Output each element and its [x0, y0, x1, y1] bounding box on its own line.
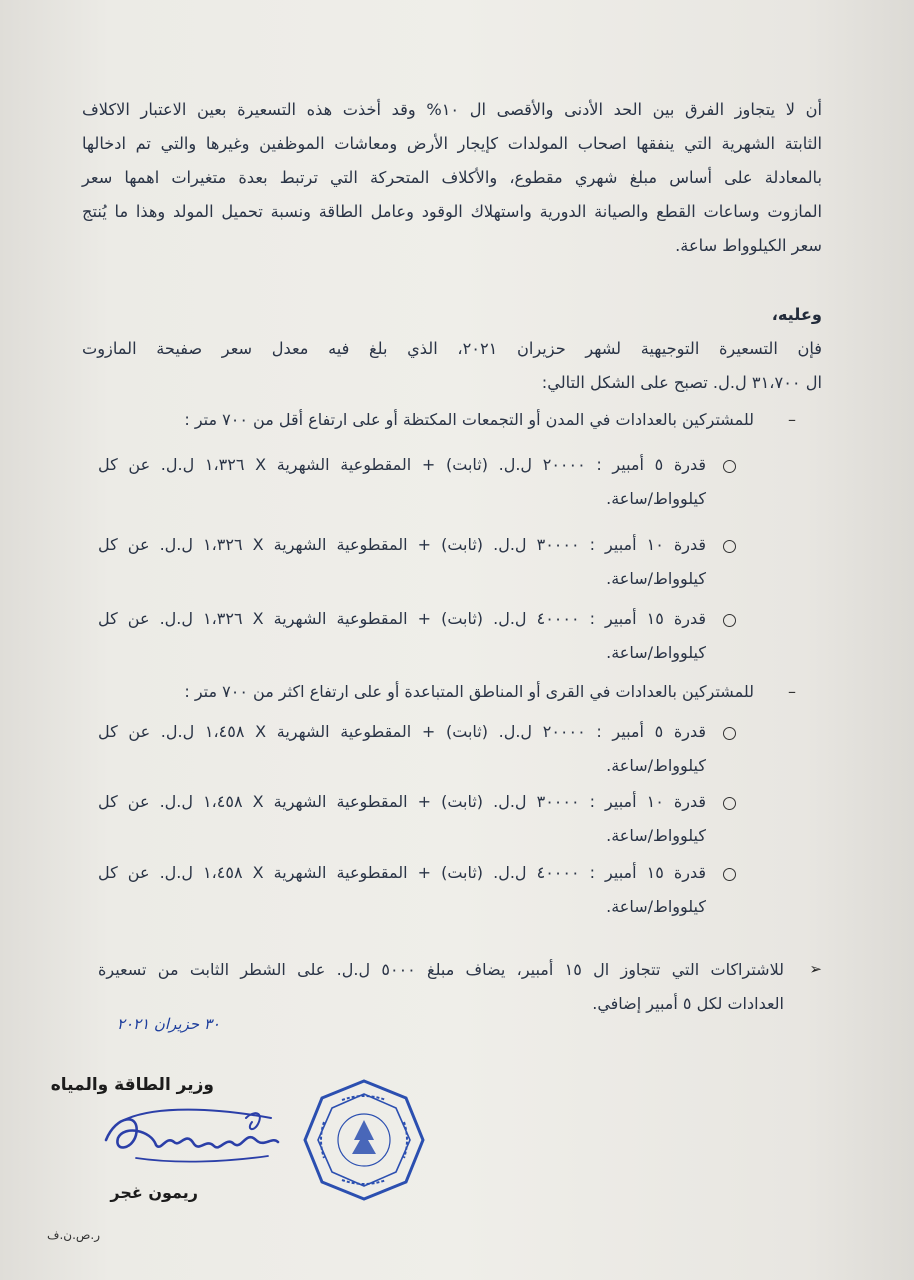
paragraph-1-line-1: أن لا يتجاوز الفرق بين الحد الأدنى والأقصى ال ١٠% وقد أخذت هذه التسعيرة بعين الاعتبار الاكلاف [82, 100, 822, 119]
paragraph-1-line-2: الثابتة الشهرية التي ينفقها اصحاب المولدات كإيجار الأرض ومعاشات الموظفين وغيرها والتي تم ادخالها [82, 134, 822, 153]
group-1-title: للمشتركين بالعدادات في المدن أو التجمعات المكتظة أو على ارتفاع أقل من ٧٠٠ متر : [184, 410, 754, 429]
bullet-circle-icon [723, 460, 736, 473]
section-heading: وعليه، [771, 305, 822, 324]
footer-reference: ر.ص.ن.ف [47, 1228, 100, 1242]
note-line-1: للاشتراكات التي تتجاوز ال ١٥ أمبير، يضاف مبلغ ٥٠٠٠ ل.ل. على الشطر الثابت من تسعيرة [98, 960, 784, 979]
bullet-circle-icon [723, 614, 736, 627]
group-2-item-2-cont: كيلوواط/ساعة. [606, 826, 706, 845]
note-line-2: العدادات لكل ٥ أمبير إضافي. [592, 994, 784, 1013]
paragraph-2-line-1: فإن التسعيرة التوجيهية لشهر حزيران ٢٠٢١، الذي بلغ فيه معدل سعر صفيحة المازوت [82, 339, 822, 358]
group-1-item-3-cont: كيلوواط/ساعة. [606, 643, 706, 662]
bullet-circle-icon [723, 797, 736, 810]
group-1-dash: – [788, 410, 796, 429]
group-2-item-2-line: قدرة ١٠ أمبير : ٣٠٠٠٠ ل.ل. (ثابت) + المقطوعية الشهرية X ١،٤٥٨ ل.ل. عن كل [98, 792, 707, 811]
paragraph-1-line-3: بالمعادلة على أساس مبلغ شهري مقطوع، والأكلاف المتحركة التي ترتبط بعدة متغيرات اهمها سعر [82, 168, 822, 187]
paragraph-1-line-5: سعر الكيلوواط ساعة. [675, 236, 822, 255]
ministry-stamp [302, 1078, 426, 1202]
bullet-circle-icon [723, 868, 736, 881]
arrow-bullet-icon: ➢ [809, 960, 822, 978]
group-2-item-3-line: قدرة ١٥ أمبير : ٤٠٠٠٠ ل.ل. (ثابت) + المقطوعية الشهرية X ١،٤٥٨ ل.ل. عن كل [98, 863, 707, 882]
group-2-title: للمشتركين بالعدادات في القرى أو المناطق المتباعدة أو على ارتفاع اكثر من ٧٠٠ متر : [184, 682, 754, 701]
group-1-item-2-line: قدرة ١٠ أمبير : ٣٠٠٠٠ ل.ل. (ثابت) + المقطوعية الشهرية X ١،٣٢٦ ل.ل. عن كل [98, 535, 707, 554]
group-1-item-3-line: قدرة ١٥ أمبير : ٤٠٠٠٠ ل.ل. (ثابت) + المقطوعية الشهرية X ١،٣٢٦ ل.ل. عن كل [98, 609, 707, 628]
group-2-item-1-cont: كيلوواط/ساعة. [606, 756, 706, 775]
handwritten-date: ٣٠ حزيران ٢٠٢١ [116, 1015, 220, 1033]
group-1-item-1-cont: كيلوواط/ساعة. [606, 489, 706, 508]
paragraph-2-line-2: ال ٣١،٧٠٠ ل.ل. تصبح على الشكل التالي: [541, 373, 822, 392]
group-2-item-1-line: قدرة ٥ أمبير : ٢٠٠٠٠ ل.ل. (ثابت) + المقطوعية الشهرية X ١،٤٥٨ ل.ل. عن كل [98, 722, 706, 741]
paragraph-1-line-4: المازوت وساعات القطع والصيانة الدورية واستهلاك الوقود وعامل الطاقة ونسبة تحميل المولد وهذا ما يُنتج [82, 202, 822, 221]
bullet-circle-icon [723, 727, 736, 740]
minister-title: وزير الطاقة والمياه [50, 1075, 214, 1095]
handwritten-signature [96, 1100, 286, 1180]
minister-name: ريمون غجر [110, 1183, 198, 1202]
group-1-item-2-cont: كيلوواط/ساعة. [606, 569, 706, 588]
group-2-item-3-cont: كيلوواط/ساعة. [606, 897, 706, 916]
bullet-circle-icon [723, 540, 736, 553]
group-1-item-1-line: قدرة ٥ أمبير : ٢٠٠٠٠ ل.ل. (ثابت) + المقطوعية الشهرية X ١،٣٢٦ ل.ل. عن كل [98, 455, 706, 474]
group-2-dash: – [788, 682, 796, 701]
